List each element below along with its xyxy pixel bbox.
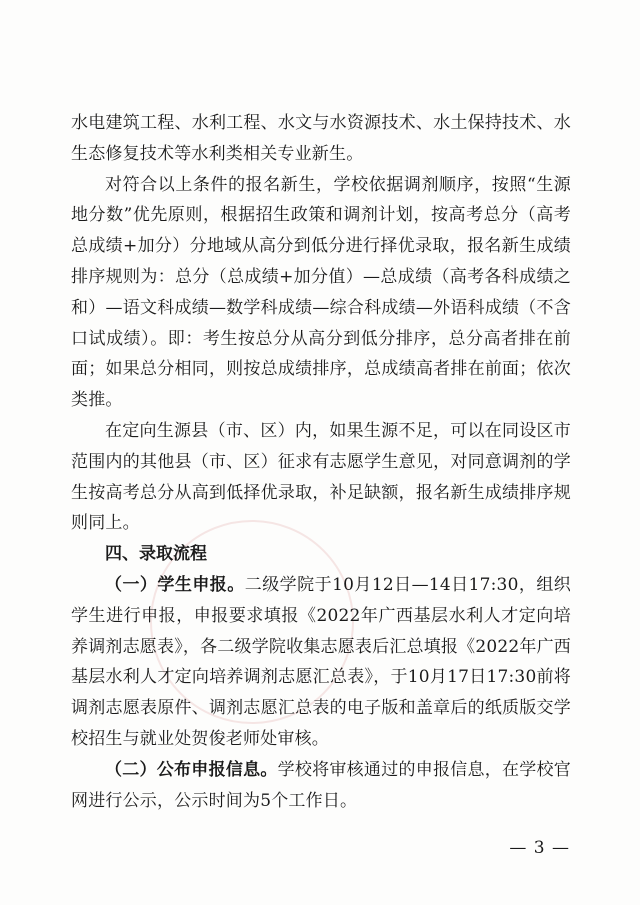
page-number: — 3 — (509, 838, 570, 858)
subheading-publish-info: （二）公布申报信息。 (105, 759, 278, 780)
publish-info-text: 学校将审核通过的申报信息，在学校官网进行公示，公示时间为5个工作日。 (71, 759, 572, 811)
paragraph-majors: 水电建筑工程、水利工程、水文与水资源技术、水土保持技术、水生态修复技术等水利类相关专业新生。 (71, 113, 571, 164)
paragraph-publish-info (71, 755, 571, 817)
student-application-text: 二级学院于10月12日—14日17:30，组织学生进行申报，申报要求填报《2022年广西基层水利人才定向培养调剂志愿表》，各二级学院收集志愿表后汇总填报《2022年广西基层水利人才定向培养调剂志愿汇总表》，于10月17日17:30前将调剂志愿表原件、调剂志愿汇总表的电子版和盖章后的纸质版交学校招生与就业处贺俊老师处审核。 (71, 574, 571, 749)
paragraph-adjustment: 在定向生源县（市、区）内，如果生源不足，可以在同设区市范围内的其他县（市、区）征求有志愿学生意见，对同意调剂的学生按高考总分从高到低择优录取，补足缺额，报名新生成绩排序规则同上。 (71, 420, 571, 534)
subheading-student-application: （一）学生申报。 (105, 574, 245, 595)
document-body (71, 108, 571, 816)
paragraph-student-application (71, 570, 571, 755)
paragraph-admission-rules: 对符合以上条件的报名新生，学校依据调剂顺序，按照“生源地分数”优先原则，根据招生政策和调剂计划，按高考总分（高考总成绩+加分）分地域从高分到低分进行择优录取，报名新生成绩排序规则为：总分（总成绩+加分值）—总成绩（高考各科成绩之和）—语文科成绩—数学科成绩—综合科成绩—外语科成绩（不含口试成绩）。即：考生按总分从高分到低分排序，总分高者排在前面；如果总分相同，则按总成绩排序，总成绩高者排在前面；依次类推。 (71, 174, 571, 411)
section-heading-admission-process: 四、录取流程 (105, 544, 207, 565)
